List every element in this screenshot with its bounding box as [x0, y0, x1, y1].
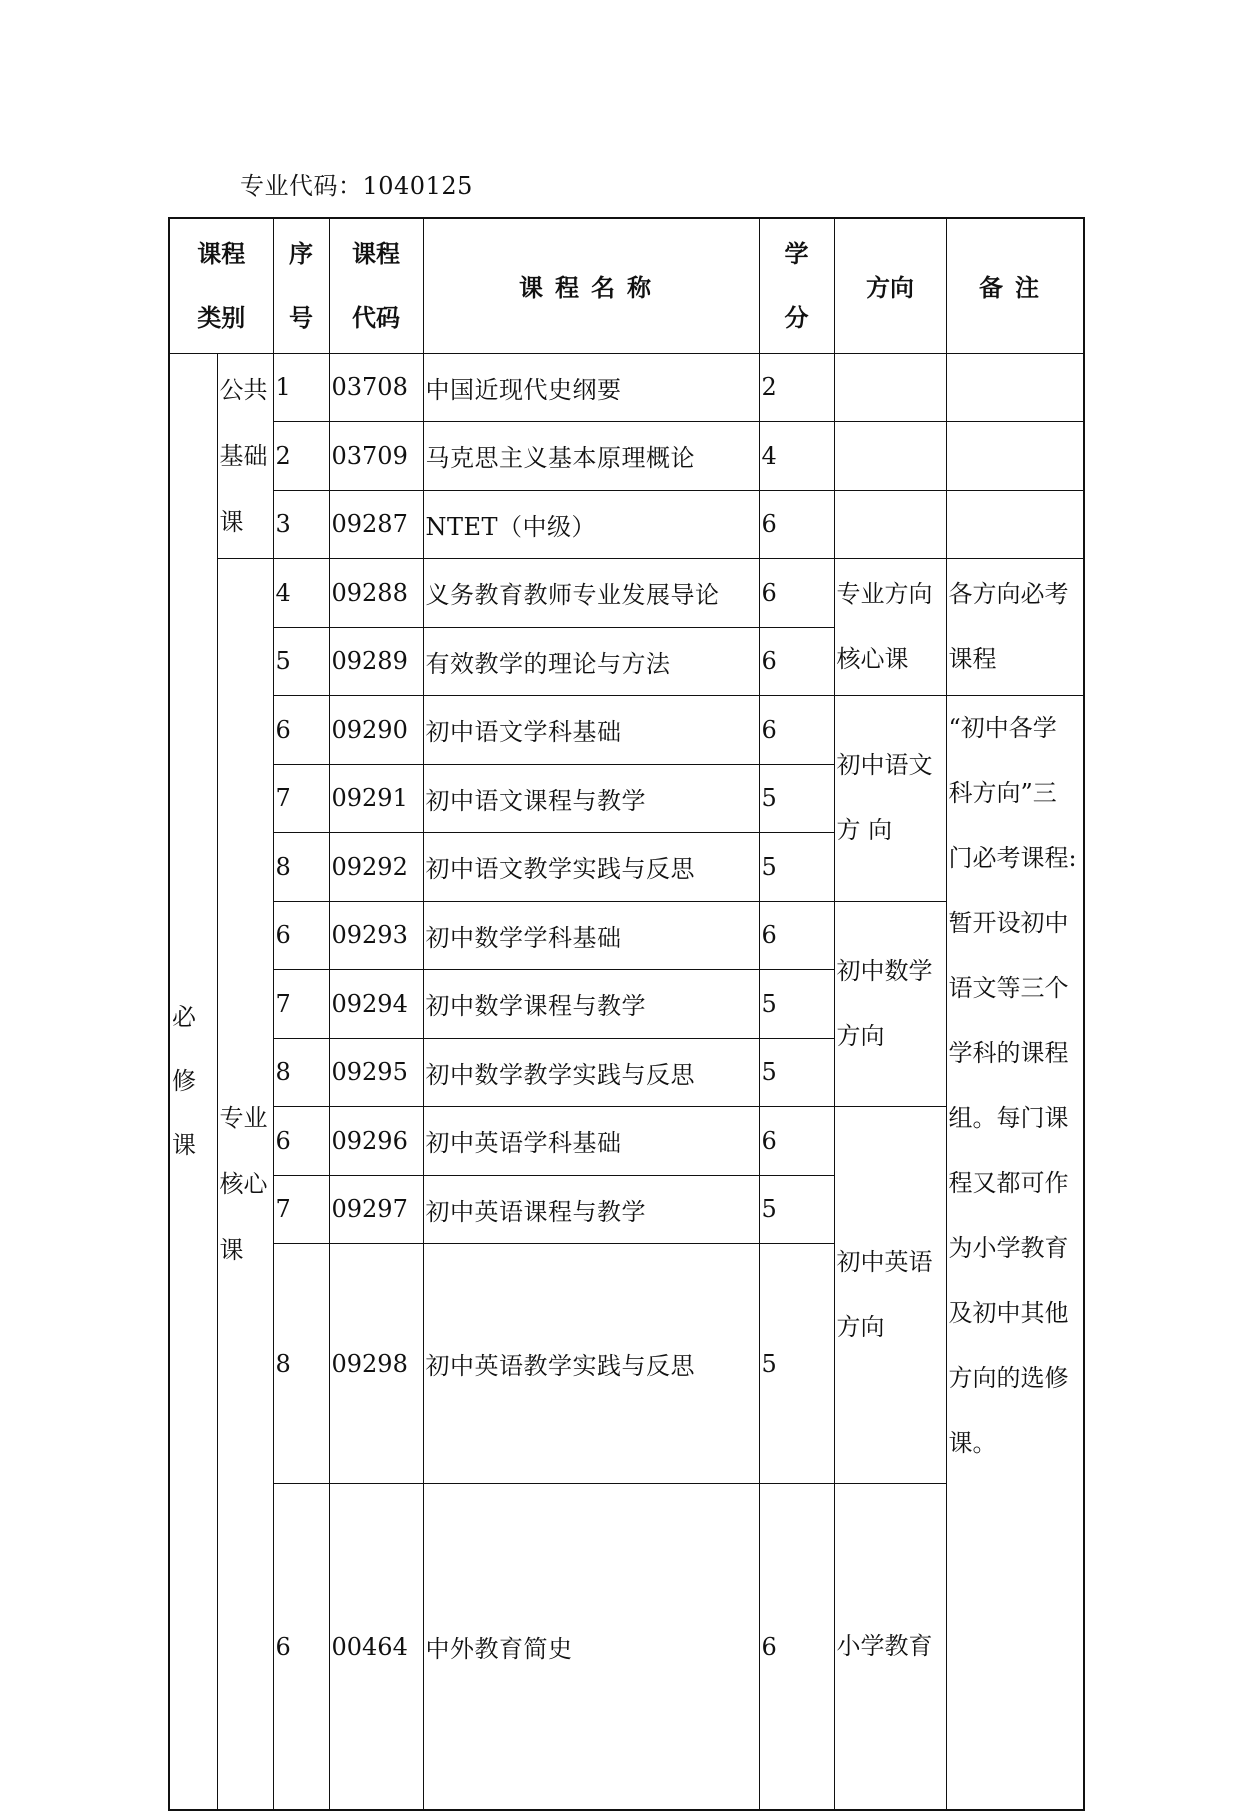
- major-code: 专业代码：1040125: [240, 172, 473, 200]
- course-code: 09289: [329, 627, 423, 696]
- category-required: 必 修 课: [169, 353, 217, 1810]
- course-code: 03709: [329, 422, 423, 491]
- course-code: 09287: [329, 490, 423, 559]
- direction-cell: [834, 422, 946, 491]
- course-name: 初中数学教学实践与反思: [423, 1038, 759, 1107]
- seq-cell: 6: [273, 901, 329, 970]
- direction-english: 初中英语 方向: [834, 1107, 946, 1484]
- remark-cell: [946, 422, 1084, 491]
- credit-cell: 5: [759, 1038, 834, 1107]
- course-code: 09292: [329, 833, 423, 902]
- course-name: 初中语文教学实践与反思: [423, 833, 759, 902]
- credit-cell: 2: [759, 353, 834, 422]
- course-name: 义务教育教师专业发展导论: [423, 559, 759, 628]
- seq-cell: 7: [273, 970, 329, 1039]
- header-code: 课程 代码: [329, 218, 423, 353]
- header-seq: 序 号: [273, 218, 329, 353]
- credit-cell: 5: [759, 764, 834, 833]
- credit-cell: 6: [759, 490, 834, 559]
- remark-cell: [946, 353, 1084, 422]
- credit-cell: 6: [759, 627, 834, 696]
- seq-cell: 8: [273, 833, 329, 902]
- seq-cell: 2: [273, 422, 329, 491]
- header-category: 课程 类别: [169, 218, 273, 353]
- course-code: 00464: [329, 1484, 423, 1811]
- remark-cell: [946, 490, 1084, 559]
- credit-cell: 6: [759, 901, 834, 970]
- course-name: 初中数学学科基础: [423, 901, 759, 970]
- remark-junior: “初中各学 科方向”三 门必考课程: 暂开设初中 语文等三个 学科的课程 组。每门课 程又都可作 为小学教育 及初中其他 方向的选修 课。: [946, 696, 1084, 1811]
- seq-cell: 8: [273, 1244, 329, 1484]
- course-name: 中外教育简史: [423, 1484, 759, 1811]
- table-row: [169, 353, 1084, 422]
- direction-cell: [834, 353, 946, 422]
- course-name: 有效教学的理论与方法: [423, 627, 759, 696]
- course-name: 初中语文课程与教学: [423, 764, 759, 833]
- header-direction: 方向: [834, 218, 946, 353]
- remark-required-all: 各方向必考 课程: [946, 559, 1084, 696]
- credit-cell: 6: [759, 1107, 834, 1176]
- course-name: NTET（中级）: [423, 490, 759, 559]
- credit-cell: 6: [759, 696, 834, 765]
- direction-chinese: 初中语文 方 向: [834, 696, 946, 902]
- header-name: 课程名称: [423, 218, 759, 353]
- course-code: 09295: [329, 1038, 423, 1107]
- direction-math: 初中数学 方向: [834, 901, 946, 1107]
- seq-cell: 6: [273, 696, 329, 765]
- seq-cell: 1: [273, 353, 329, 422]
- direction-cell: [834, 490, 946, 559]
- course-name: 初中英语学科基础: [423, 1107, 759, 1176]
- table-row: [169, 422, 1084, 491]
- course-name: 马克思主义基本原理概论: [423, 422, 759, 491]
- course-code: 09290: [329, 696, 423, 765]
- seq-cell: 7: [273, 764, 329, 833]
- course-name: 初中语文学科基础: [423, 696, 759, 765]
- table-row: [169, 696, 1084, 765]
- header-credit: 学 分: [759, 218, 834, 353]
- credit-cell: 6: [759, 559, 834, 628]
- credit-cell: 5: [759, 970, 834, 1039]
- direction-primary: 小学教育: [834, 1484, 946, 1811]
- course-code: 09296: [329, 1107, 423, 1176]
- course-code: 09288: [329, 559, 423, 628]
- credit-cell: 5: [759, 1175, 834, 1244]
- course-code: 09298: [329, 1244, 423, 1484]
- course-code: 09293: [329, 901, 423, 970]
- credit-cell: 5: [759, 1244, 834, 1484]
- header-row: [169, 218, 1084, 353]
- course-name: 初中数学课程与教学: [423, 970, 759, 1039]
- course-code: 09297: [329, 1175, 423, 1244]
- course-name: 中国近现代史纲要: [423, 353, 759, 422]
- seq-cell: 4: [273, 559, 329, 628]
- table-row: [169, 559, 1084, 628]
- table-row: [169, 490, 1084, 559]
- direction-core: 专业方向 核心课: [834, 559, 946, 696]
- credit-cell: 5: [759, 833, 834, 902]
- course-code: 09294: [329, 970, 423, 1039]
- header-remark: 备注: [946, 218, 1084, 353]
- course-plan-table: [168, 217, 1085, 1811]
- seq-cell: 6: [273, 1484, 329, 1811]
- seq-cell: 3: [273, 490, 329, 559]
- seq-cell: 7: [273, 1175, 329, 1244]
- course-name: 初中英语课程与教学: [423, 1175, 759, 1244]
- seq-cell: 5: [273, 627, 329, 696]
- seq-cell: 6: [273, 1107, 329, 1176]
- credit-cell: 4: [759, 422, 834, 491]
- course-code: 03708: [329, 353, 423, 422]
- credit-cell: 6: [759, 1484, 834, 1811]
- course-name: 初中英语教学实践与反思: [423, 1244, 759, 1484]
- category-public-basic: 公共 基础 课: [217, 353, 273, 559]
- course-code: 09291: [329, 764, 423, 833]
- seq-cell: 8: [273, 1038, 329, 1107]
- category-professional-core: 专业 核心 课: [217, 559, 273, 1811]
